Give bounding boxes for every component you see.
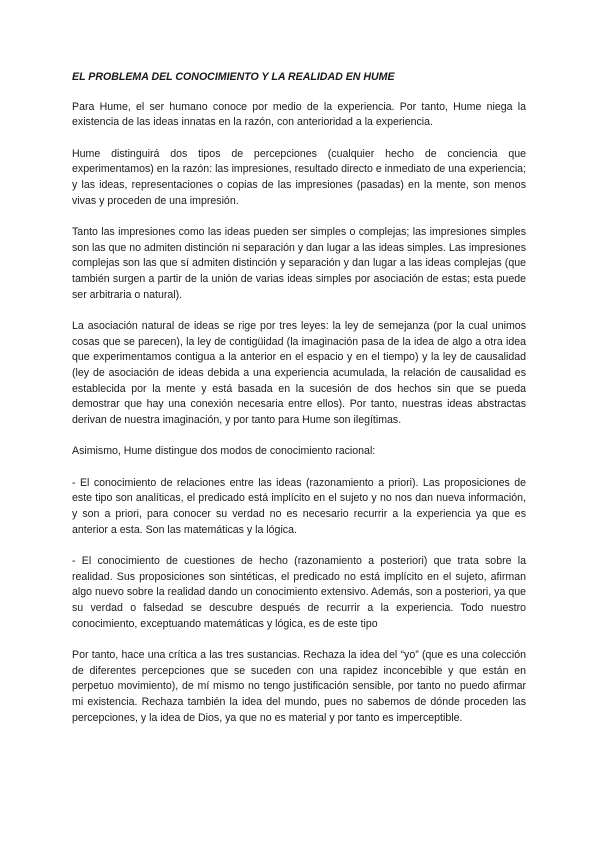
document-title: EL PROBLEMA DEL CONOCIMIENTO Y LA REALIDAD EN HUME (72, 71, 395, 83)
paragraph-simple-complex: Tanto las impresiones como las ideas pueden ser simples o complejas; las impresiones simples son las que no admiten distinción ni separación y dan lugar a las ideas simples. Las impresiones complejas son las que sí admiten distinción y separación y dan lugar a las ideas complejas (que también surgen a partir de la unión de varias ideas simples por asociación de estas; esta puede ser arbitraria o natural). (72, 225, 526, 301)
paragraph-knowledge-modes: Asimismo, Hume distingue dos modos de conocimiento racional: (72, 445, 376, 458)
paragraph-intro: Para Hume, el ser humano conoce por medio de la experiencia. Por tanto, Hume niega la existencia de las ideas innatas en la razón, con anterioridad a la experiencia. (72, 100, 526, 129)
paragraph-substances-critique: Por tanto, hace una crítica a las tres sustancias. Rechaza la idea del “yo” (que es una colección de diferentes percepciones que se suceden con una rapidez inconcebible y que están en perpetuo movimiento), de mí mismo no tengo justificación sensible, por tanto no puedo afirmar mi existencia. Rechaza también la idea del mundo, pues no sabemos de dónde proceden las percepciones, y la idea de Dios, ya que no es material y por tanto es imperceptible. (72, 648, 526, 724)
paragraph-matters-of-fact: - El conocimiento de cuestiones de hecho (razonamiento a posteriori) que trata sobre la realidad. Sus proposiciones son sintéticas, el predicado no está implícito en el sujeto, afirman algo nuevo sobre la realidad dando un conocimiento extensivo. Además, son a posteriori, ya que su verdad o falsedad se descubre después de recurrir a la experiencia. Todo nuestro conocimiento, exceptuando matemáticas y lógica, es de este tipo (72, 554, 526, 630)
paragraph-relations-of-ideas: - El conocimiento de relaciones entre las ideas (razonamiento a priori). Las proposiciones de este tipo son analíticas, el predicado está implícito en el sujeto y no nos dan nueva información, y son a priori, para conocer su verdad no es necesario recurrir a la experiencia ya que es anterior a esta. Son las matemáticas y la lógica. (72, 476, 526, 536)
paragraph-perceptions: Hume distinguirá dos tipos de percepciones (cualquier hecho de conciencia que experimentamos) en la razón: las impresiones, resultado directo e inmediato de una experiencia; y las ideas, representaciones o copias de las impresiones (pasadas) en la mente, son menos vivas y proceden de una impresión. (72, 147, 527, 207)
document-page (72, 70, 526, 742)
paragraph-association-laws: La asociación natural de ideas se rige por tres leyes: la ley de semejanza (por la cual unimos cosas que se parecen), la ley de contigüidad (la imaginación pasa de la idea de algo a otra idea que experimentamos contigua a la anterior en el espacio y en el tiempo) y la ley de causalidad (ley de asociación de ideas debida a una experiencia acumulada, la relación de causalidad es establecida por la mente y está basada en la sucesión de dos hechos sin que se pueda demostrar que hay una conexión necesaria entre ellos). Por tanto, nuestras ideas abstractas derivan de nuestra imaginación, y por tanto para Hume son ilegítimas. (72, 319, 526, 427)
